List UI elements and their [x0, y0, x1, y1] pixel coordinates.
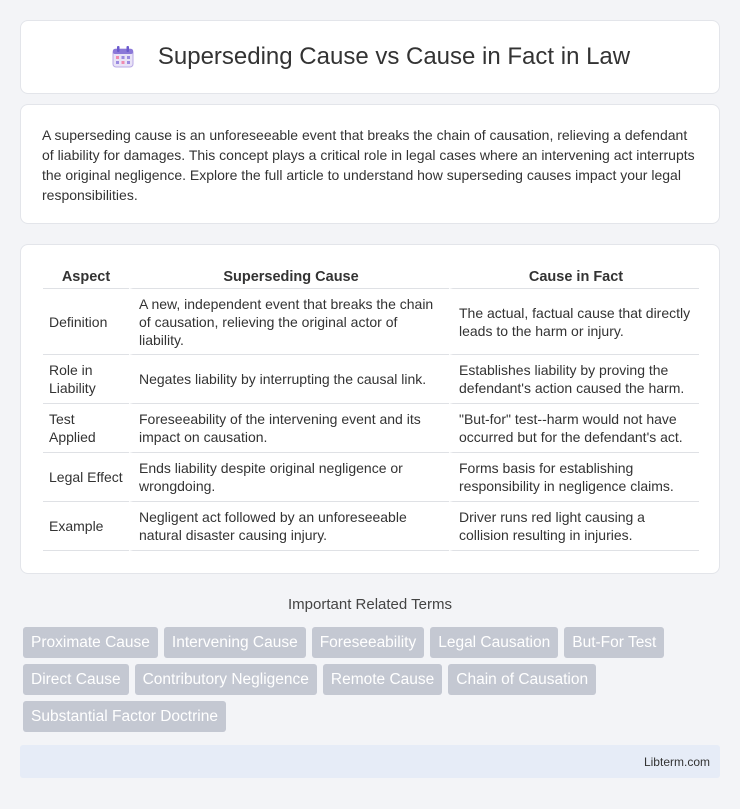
intro-text: A superseding cause is an unforeseeable event that breaks the chain of causation, relieving a defendant of liability for damages. This concept plays a critical role in legal cases where an intervening act interrupts the original negligence. Explore the full article to understand how superseding causes impact your legal responsibilities.	[42, 127, 695, 203]
tag-row	[23, 664, 723, 695]
intro-card	[20, 104, 720, 224]
table-row	[43, 453, 699, 502]
footer-site-link[interactable]: Libterm.com	[643, 755, 710, 769]
calendar-icon	[110, 44, 136, 70]
aspect-cell: Example	[43, 502, 129, 551]
superseding-cell: Negates liability by interrupting the causal link.	[129, 355, 449, 404]
cause-in-fact-cell: The actual, factual cause that directly leads to the harm or injury.	[449, 289, 699, 355]
table-row	[43, 502, 699, 551]
table-header-row	[43, 267, 699, 289]
related-terms-tags	[23, 627, 723, 738]
page-title: Superseding Cause vs Cause in Fact in Law	[157, 43, 631, 70]
superseding-cell: A new, independent event that breaks the chain of causation, relieving the original actor of liability.	[129, 289, 449, 355]
cause-in-fact-cell: Establishes liability by proving the defendant's action caused the harm.	[449, 355, 699, 404]
tag-proximate-cause[interactable]: Proximate Cause	[23, 627, 158, 658]
column-header-cause-in-fact: Cause in Fact	[449, 267, 699, 289]
superseding-cell: Ends liability despite original negligence or wrongdoing.	[129, 453, 449, 502]
table-row	[43, 289, 699, 355]
tag-row	[23, 627, 723, 658]
tag-chain-of-causation[interactable]: Chain of Causation	[448, 664, 596, 695]
aspect-cell: Test Applied	[43, 404, 129, 453]
tag-remote-cause[interactable]: Remote Cause	[323, 664, 442, 695]
aspect-cell: Legal Effect	[43, 453, 129, 502]
aspect-cell: Role in Liability	[43, 355, 129, 404]
related-terms-title: Important Related Terms	[288, 596, 452, 613]
superseding-cell: Negligent act followed by an unforeseeable natural disaster causing injury.	[129, 502, 449, 551]
footer	[20, 745, 720, 778]
tag-row	[23, 701, 723, 732]
comparison-table	[43, 267, 699, 551]
tag-but-for-test[interactable]: But-For Test	[564, 627, 664, 658]
cause-in-fact-cell: "But-for" test--harm would not have occurred but for the defendant's act.	[449, 404, 699, 453]
tag-legal-causation[interactable]: Legal Causation	[430, 627, 558, 658]
superseding-cell: Foreseeability of the intervening event and its impact on causation.	[129, 404, 449, 453]
comparison-table-card	[20, 244, 720, 574]
cause-in-fact-cell: Driver runs red light causing a collision resulting in injuries.	[449, 502, 699, 551]
cause-in-fact-cell: Forms basis for establishing responsibility in negligence claims.	[449, 453, 699, 502]
tag-substantial-factor-doctrine[interactable]: Substantial Factor Doctrine	[23, 701, 226, 732]
tag-direct-cause[interactable]: Direct Cause	[23, 664, 129, 695]
tag-foreseeability[interactable]: Foreseeability	[312, 627, 425, 658]
column-header-aspect: Aspect	[43, 267, 129, 289]
column-header-superseding-cause: Superseding Cause	[129, 267, 449, 289]
table-row	[43, 404, 699, 453]
table-row	[43, 355, 699, 404]
tag-intervening-cause[interactable]: Intervening Cause	[164, 627, 306, 658]
aspect-cell: Definition	[43, 289, 129, 355]
header-card	[20, 20, 720, 94]
tag-contributory-negligence[interactable]: Contributory Negligence	[135, 664, 317, 695]
